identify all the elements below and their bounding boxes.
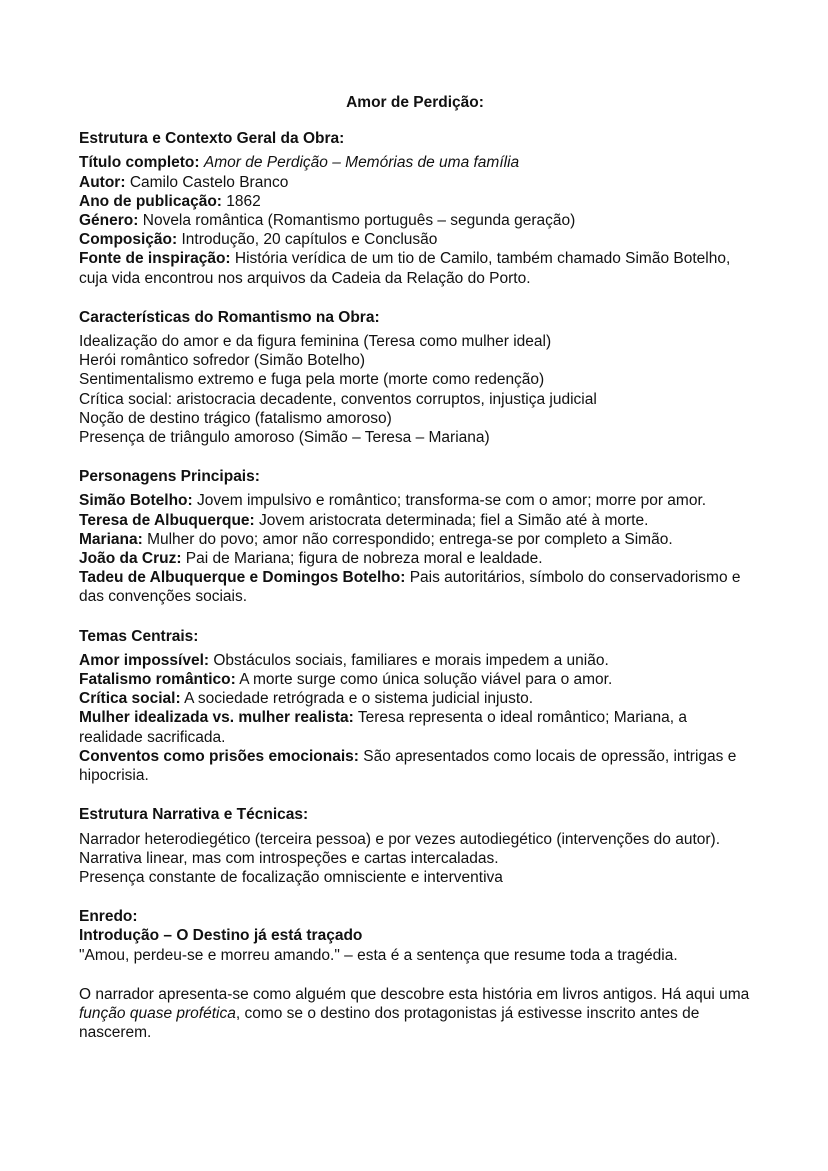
field-value: 1862 (226, 192, 261, 210)
document-title: Amor de Perdição: (346, 94, 484, 111)
paragraph-gap (79, 965, 751, 985)
theme-name: Crítica social: (79, 690, 181, 708)
field-value: História verídica de um tio de Camilo, também chamado Simão Botelho, cuja vida encontrou nos arquivos da Cadeia da Relação do Porto. (79, 250, 731, 287)
list-item: Narrador heterodiegético (terceira pessoa) e por vezes autodiegético (intervenções do autor). (79, 830, 721, 848)
section-personagens (79, 467, 751, 606)
field-value: Amor de Perdição – Memórias de uma família (203, 154, 520, 172)
theme-item (79, 670, 751, 689)
theme-item (79, 651, 751, 670)
list-item: Herói romântico sofredor (Simão Botelho) (79, 352, 366, 370)
field-value: Camilo Castelo Branco (129, 173, 289, 191)
quote-paragraph: "Amou, perdeu-se e morreu amando." – esta é a sentença que resume toda a tragédia. (79, 946, 678, 964)
list-item: Idealização do amor e da figura feminina (Teresa como mulher ideal) (79, 333, 552, 351)
section-caracteristicas (79, 308, 751, 447)
character-joao (79, 549, 751, 568)
character-simao (79, 491, 751, 510)
list-item: Sentimentalismo extremo e fuga pela morte (morte como redenção) (79, 371, 545, 389)
character-name: Teresa de Albuquerque: (79, 511, 255, 529)
theme-description: Obstáculos sociais, familiares e morais impedem a união. (213, 651, 609, 669)
field-label: Composição: (79, 231, 178, 249)
section-enredo (79, 907, 751, 1042)
section-estrutura-narrativa (79, 805, 751, 887)
character-teresa (79, 511, 751, 530)
paragraph-emphasis: função quase profética (79, 1004, 236, 1022)
field-label: Autor: (79, 173, 126, 191)
list-item: Crítica social: aristocracia decadente, conventos corruptos, injustiça judicial (79, 390, 597, 408)
info-ano (79, 192, 751, 211)
theme-description: São apresentados como locais de opressão, intrigas e hipocrisia. (79, 747, 737, 785)
section-heading: Personagens Principais: (79, 468, 260, 486)
list-item: Noção de destino trágico (fatalismo amoroso) (79, 409, 392, 427)
section-estrutura-contexto (79, 129, 751, 288)
list-item: Narrativa linear, mas com introspeções e cartas intercaladas. (79, 849, 499, 867)
section-heading: Temas Centrais: (79, 627, 199, 645)
info-autor (79, 173, 751, 192)
info-titulo (79, 153, 751, 172)
field-label: Título completo: (79, 154, 200, 172)
section-heading: Estrutura Narrativa e Técnicas: (79, 806, 309, 824)
theme-description: Teresa representa o ideal romântico; Mariana, a realidade sacrificada. (79, 709, 687, 746)
character-name: Mariana: (79, 530, 143, 548)
section-heading: Estrutura e Contexto Geral da Obra: (79, 130, 345, 148)
theme-item (79, 708, 751, 746)
body-paragraph (79, 985, 751, 1043)
section-temas (79, 627, 751, 786)
field-value: Novela romântica (Romantismo português – segunda geração) (142, 212, 576, 230)
character-tadeu-domingos (79, 568, 751, 606)
list-item: Presença constante de focalização omnisciente e interventiva (79, 868, 503, 886)
info-fonte (79, 249, 751, 287)
character-name: Simão Botelho: (79, 492, 193, 510)
field-label: Ano de publicação: (79, 192, 222, 210)
section-heading: Características do Romantismo na Obra: (79, 308, 380, 326)
subsection-heading: Introdução – O Destino já está traçado (79, 927, 363, 945)
theme-name: Amor impossível: (79, 651, 210, 669)
character-description: Pai de Mariana; figura de nobreza moral e lealdade. (185, 550, 543, 568)
theme-name: Conventos como prisões emocionais: (79, 747, 359, 765)
paragraph-text: O narrador apresenta-se como alguém que descobre esta história em livros antigos. Há aqui uma (79, 985, 750, 1003)
list-item: Presença de triângulo amoroso (Simão – Teresa – Mariana) (79, 429, 490, 447)
character-description: Pais autoritários, símbolo do conservadorismo e das convenções sociais. (79, 569, 741, 606)
character-mariana (79, 530, 751, 549)
character-description: Mulher do povo; amor não correspondido; entrega-se por completo a Simão. (147, 530, 673, 548)
field-label: Fonte de inspiração: (79, 250, 231, 268)
theme-description: A sociedade retrógrada e o sistema judicial injusto. (184, 690, 534, 708)
paragraph-text: , como se o destino dos protagonistas já estivesse inscrito antes de nascerem. (79, 1004, 700, 1042)
theme-name: Mulher idealizada vs. mulher realista: (79, 709, 354, 727)
character-description: Jovem aristocrata determinada; fiel a Simão até à morte. (259, 511, 649, 529)
character-name: Tadeu de Albuquerque e Domingos Botelho: (79, 569, 406, 587)
field-label: Género: (79, 212, 139, 230)
theme-name: Fatalismo romântico: (79, 671, 236, 689)
section-heading: Enredo: (79, 908, 138, 926)
theme-description: A morte surge como única solução viável para o amor. (239, 671, 613, 689)
info-composicao (79, 230, 751, 249)
info-genero (79, 211, 751, 230)
character-description: Jovem impulsivo e romântico; transforma-se com o amor; morre por amor. (196, 492, 707, 510)
theme-item (79, 747, 751, 785)
field-value: Introdução, 20 capítulos e Conclusão (181, 231, 438, 249)
document-body (79, 93, 751, 1062)
character-name: João da Cruz: (79, 550, 182, 568)
theme-item (79, 689, 751, 708)
